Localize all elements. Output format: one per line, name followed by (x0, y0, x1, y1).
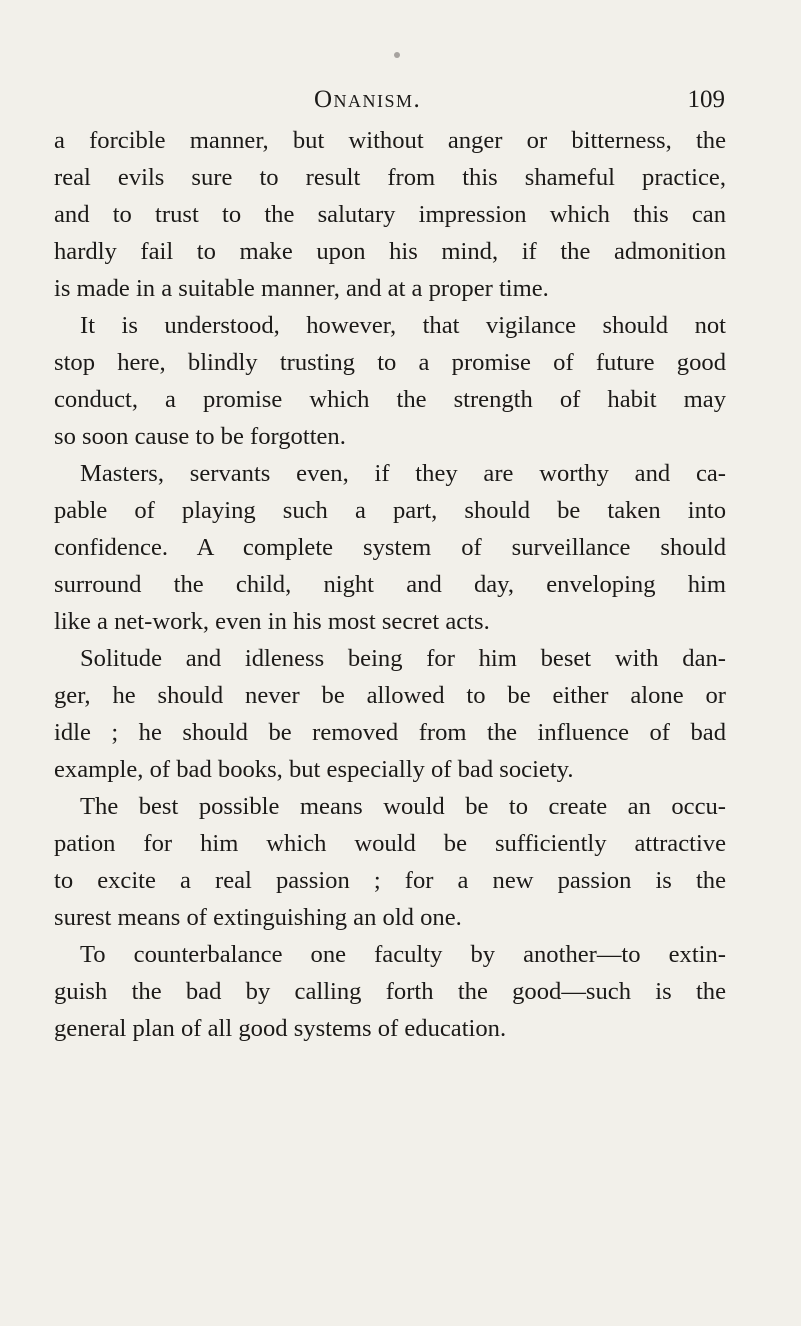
page-number: 109 (687, 86, 725, 113)
text-line: to excite a real passion ; for a new passion is the (54, 867, 726, 894)
body-text (54, 122, 726, 1047)
text-line: The best possible means would be to create an occu- (80, 793, 726, 820)
text-line: is made in a suitable manner, and at a proper time. (54, 275, 549, 302)
text-line: idle ; he should be removed from the influence of bad (54, 719, 726, 746)
text-line: conduct, a promise which the strength of habit may (54, 386, 726, 413)
text-line: Solitude and idleness being for him beset with dan- (80, 645, 726, 672)
text-line: real evils sure to result from this shameful practice, (54, 164, 726, 191)
text-line: ger, he should never be allowed to be either alone or (54, 682, 726, 709)
text-line: hardly fail to make upon his mind, if the admonition (54, 238, 726, 265)
text-line: example, of bad books, but especially of bad society. (54, 756, 574, 783)
text-line: pable of playing such a part, should be taken into (54, 497, 726, 524)
text-line: so soon cause to be forgotten. (54, 423, 346, 450)
text-line: stop here, blindly trusting to a promise of future good (54, 349, 726, 376)
text-line: To counterbalance one faculty by another—to extin- (80, 941, 726, 968)
text-line: pation for him which would be sufficiently attractive (54, 830, 726, 857)
text-line: general plan of all good systems of education. (54, 1015, 507, 1042)
text-line: surround the child, night and day, enveloping him (54, 571, 726, 598)
text-line: Masters, servants even, if they are worthy and ca- (80, 460, 726, 487)
text-line: It is understood, however, that vigilance should not (80, 312, 726, 339)
running-head-title: Onanism. (314, 86, 422, 113)
text-line: a forcible manner, but without anger or bitterness, the (54, 127, 726, 154)
ink-spot (394, 52, 400, 58)
running-head (60, 82, 750, 118)
text-line: confidence. A complete system of surveillance should (54, 534, 726, 561)
text-line: guish the bad by calling forth the good—such is the (54, 978, 726, 1005)
text-line: like a net-work, even in his most secret acts. (54, 608, 490, 635)
text-line: and to trust to the salutary impression which this can (54, 201, 726, 228)
text-line: surest means of extinguishing an old one. (54, 904, 462, 931)
